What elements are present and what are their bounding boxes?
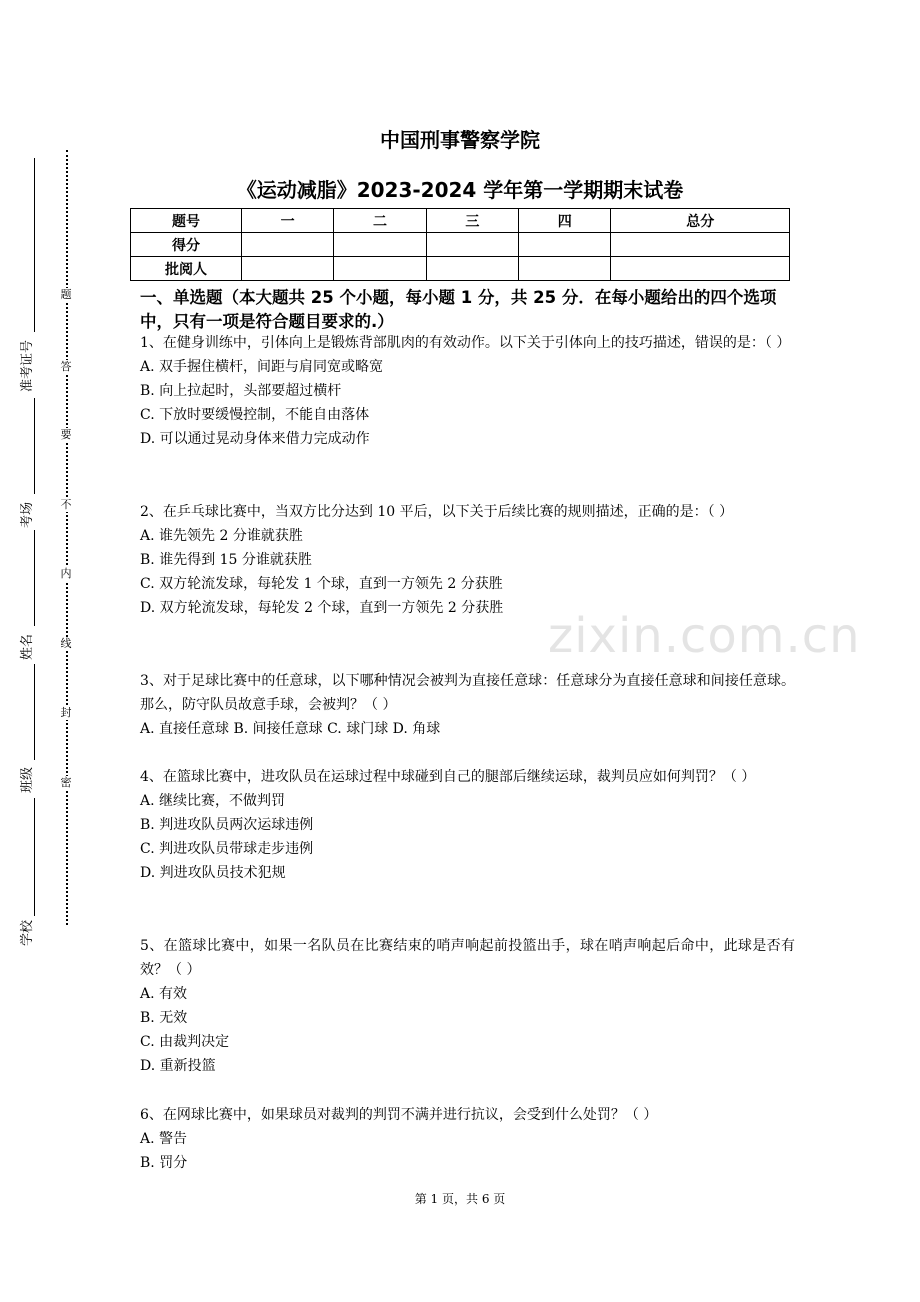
- seal-char: 封: [57, 706, 75, 720]
- question-stem: 1、在健身训练中，引体向上是锻炼背部肌肉的有效动作。以下关于引体向上的技巧描述，错误的是：（ ）: [140, 335, 791, 351]
- school-name: 中国刑事警察学院: [380, 128, 540, 152]
- question-option: A. 继续比赛，不做判罚: [140, 793, 286, 809]
- question-2: [140, 500, 795, 620]
- question-option: D. 可以通过晃动身体来借力完成动作: [140, 431, 370, 447]
- score-cell: [334, 233, 426, 257]
- question-stem: 4、在篮球比赛中，进攻队员在运球过程中球碰到自己的腿部后继续运球，裁判员应如何判罚？（ ）: [140, 769, 756, 785]
- field-exam-room-line: [34, 398, 35, 494]
- column-header: 二: [334, 209, 426, 233]
- exam-title: 《运动减脂》2023-2024 学年第一学期期末试卷: [236, 178, 684, 202]
- question-option: C. 判进攻队员带球走步违例: [140, 841, 314, 857]
- question-5: [140, 934, 795, 1078]
- page-footer: 第 1 页，共 6 页: [414, 1192, 506, 1206]
- section-heading: 一、单选题（本大题共 25 个小题，每小题 1 分，共 25 分．在每小题给出的四个选项中，只有一项是符合题目要求的.）: [140, 288, 777, 331]
- field-label: 班级: [20, 766, 35, 793]
- field-label: 考场: [20, 501, 35, 528]
- question-option: D. 双方轮流发球，每轮发 2 个球，直到一方领先 2 分获胜: [140, 600, 504, 616]
- watermark: zixin.com.cn: [548, 608, 861, 664]
- question-stem: 5、在篮球比赛中，如果一名队员在比赛结束的哨声响起前投篮出手，球在哨声响起后命中，此球是否有效？（ ）: [140, 938, 795, 978]
- question-6: [140, 1103, 795, 1175]
- grader-cell: [519, 257, 611, 281]
- question-option: C. 由裁判决定: [140, 1034, 230, 1050]
- row-header: 批阅人: [131, 257, 242, 281]
- question-option: B. 罚分: [140, 1155, 188, 1171]
- question-option: B. 谁先得到 15 分谁就获胜: [140, 552, 312, 568]
- seal-char: 题: [57, 288, 75, 302]
- question-option: C. 双方轮流发球，每轮发 1 个球，直到一方领先 2 分获胜: [140, 576, 503, 592]
- grader-cell: [242, 257, 334, 281]
- question-option: A. 有效: [140, 986, 188, 1002]
- question-option: C. 下放时要缓慢控制，不能自由落体: [140, 407, 370, 423]
- question-option: B. 无效: [140, 1010, 188, 1026]
- question-stem: 6、在网球比赛中，如果球员对裁判的判罚不满并进行抗议，会受到什么处罚？（ ）: [140, 1107, 658, 1123]
- column-header: 总分: [611, 209, 790, 233]
- question-3: [140, 669, 795, 741]
- score-table-row: [131, 257, 790, 281]
- column-header: 三: [426, 209, 518, 233]
- question-stem: 2、在乒乓球比赛中，当双方比分达到 10 平后，以下关于后续比赛的规则描述，正确的是：（ ）: [140, 504, 734, 520]
- score-table: [130, 208, 790, 281]
- seal-dotted-line: [66, 150, 68, 925]
- score-table-row: [131, 209, 790, 233]
- row-header: 题号: [131, 209, 242, 233]
- question-option: A. 直接任意球 B. 间接任意球 C. 球门球 D. 角球: [140, 721, 441, 737]
- score-cell: [611, 233, 790, 257]
- field-school-line: [34, 798, 35, 916]
- score-table-row: [131, 233, 790, 257]
- field-label: 准考证号: [20, 339, 35, 392]
- grader-cell: [611, 257, 790, 281]
- seal-char: 内: [57, 567, 75, 581]
- field-class-line: [34, 664, 35, 760]
- seal-char: 不: [57, 498, 75, 512]
- question-option: A. 谁先领先 2 分谁就获胜: [140, 528, 303, 544]
- score-cell: [519, 233, 611, 257]
- field-label: 学校: [20, 919, 35, 946]
- question-option: B. 判进攻队员两次运球违例: [140, 817, 314, 833]
- question-option: B. 向上拉起时，头部要超过横杆: [140, 383, 342, 399]
- score-cell: [242, 233, 334, 257]
- grader-cell: [426, 257, 518, 281]
- row-header: 得分: [131, 233, 242, 257]
- column-header: 四: [519, 209, 611, 233]
- seal-char: 答: [57, 360, 75, 374]
- question-option: D. 重新投篮: [140, 1058, 216, 1074]
- question-option: D. 判进攻队员技术犯规: [140, 865, 286, 881]
- question-4: [140, 765, 795, 885]
- question-option: A. 警告: [140, 1131, 188, 1147]
- score-cell: [426, 233, 518, 257]
- field-label: 姓名: [20, 633, 35, 660]
- question-stem: 3、对于足球比赛中的任意球，以下哪种情况会被判为直接任意球：任意球分为直接任意球和间接任意球。那么，防守队员故意手球，会被判？（ ）: [140, 673, 795, 713]
- field-exam-id-line: [34, 158, 35, 332]
- field-name-line: [34, 530, 35, 626]
- column-header: 一: [242, 209, 334, 233]
- seal-char: 要: [57, 428, 75, 442]
- question-1: [140, 331, 795, 451]
- seal-char: 密: [57, 776, 75, 790]
- question-option: A. 双手握住横杆，间距与肩同宽或略宽: [140, 359, 384, 375]
- grader-cell: [334, 257, 426, 281]
- seal-char: 线: [57, 637, 75, 651]
